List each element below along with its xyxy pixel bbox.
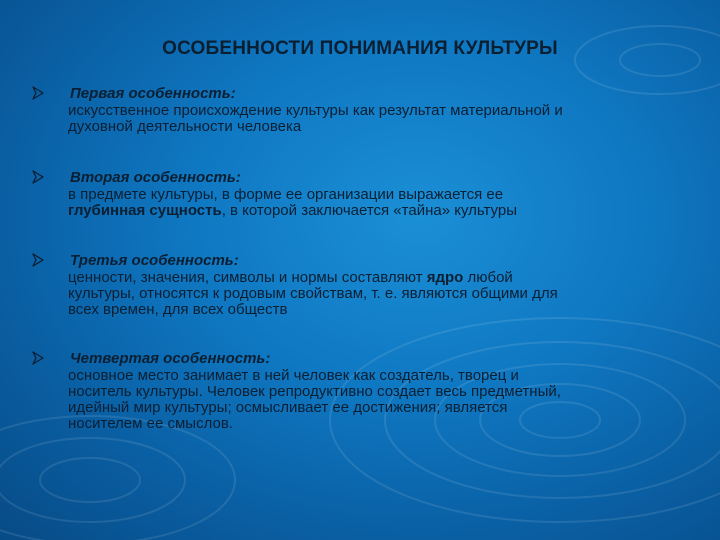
item-line: основное место занимает в ней человек как создатель, творец и	[68, 367, 519, 384]
item-heading: Первая особенность:	[70, 85, 236, 102]
item-line: в предмете культуры, в форме ее организации выражается ее	[68, 186, 504, 203]
item-line-end: любой	[463, 269, 513, 286]
item-line: носитель культуры. Человек репродуктивно создает весь предметный,	[68, 383, 561, 400]
arrow-bullet-icon	[32, 86, 44, 100]
item-body	[68, 368, 680, 432]
arrow-bullet-icon	[32, 351, 44, 365]
page-title: ОСОБЕННОСТИ ПОНИМАНИЯ КУЛЬТУРЫ	[162, 38, 558, 59]
item-line	[68, 270, 680, 286]
item-line: идейный мир культуры; осмысливает ее достижения; является	[68, 399, 508, 416]
emphasis-text: глубинная сущность	[68, 202, 222, 219]
item-body	[68, 270, 680, 318]
item-line: всех времен, для всех обществ	[68, 301, 288, 318]
arrow-bullet-icon	[32, 170, 44, 184]
arrow-bullet-icon	[32, 253, 44, 267]
item-line: духовной деятельности человека	[68, 118, 302, 135]
item-heading: Вторая особенность:	[70, 169, 241, 186]
item-heading: Третья особенность:	[70, 252, 239, 269]
item-line-rest: , в которой заключается «тайна» культуры	[221, 202, 518, 219]
item-body	[68, 103, 680, 135]
item-heading: Четвертая особенность:	[70, 350, 271, 367]
item-line	[68, 203, 680, 219]
emphasis-text: ядро	[426, 269, 464, 286]
item-line: носителем ее смыслов.	[68, 415, 233, 432]
item-line: искусственное происхождение культуры как результат материальной и	[68, 102, 563, 119]
item-body	[68, 187, 680, 219]
item-line-start: ценности, значения, символы и нормы составляют	[68, 269, 427, 286]
item-line: культуры, относятся к родовым свойствам, т. е. являются общими для	[68, 285, 558, 302]
